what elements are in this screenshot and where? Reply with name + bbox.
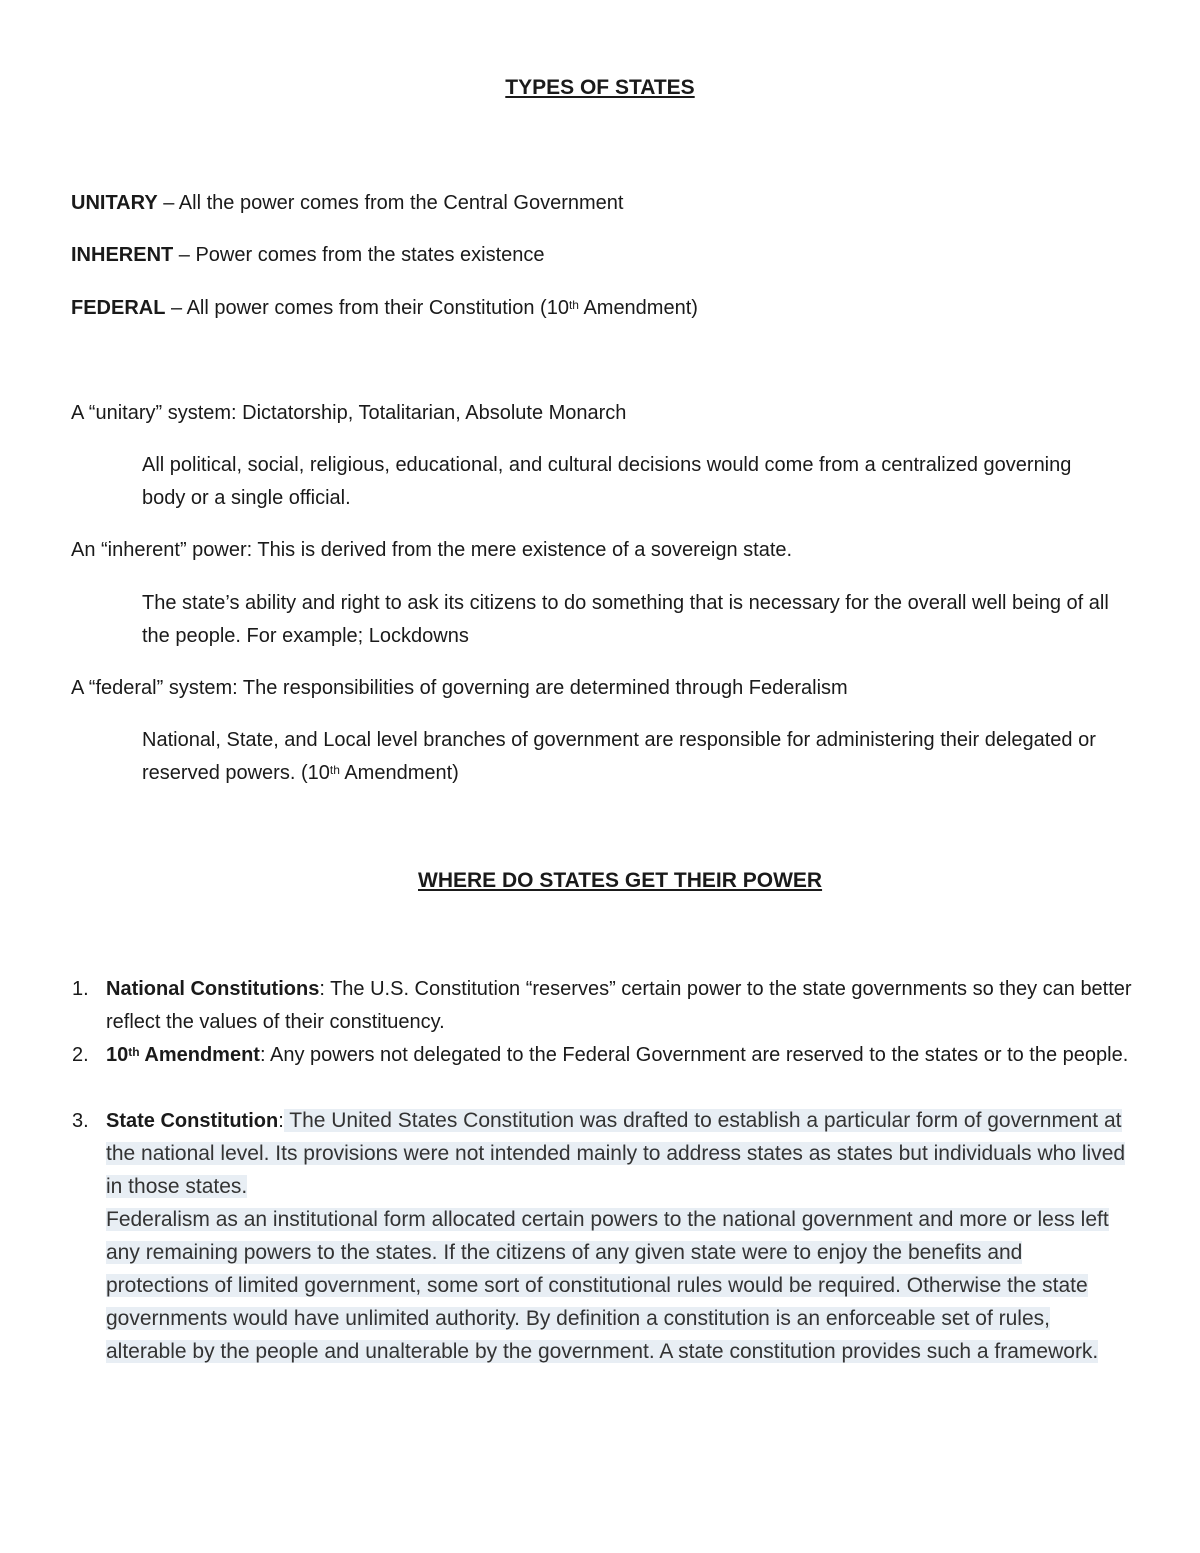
federal-detail-after: Amendment) <box>339 762 459 784</box>
superscript: th <box>568 298 579 312</box>
highlighted-text-continued: Federalism as an institutional form allocated certain powers to the national government and more or less left any remaining powers to the states. If the citizens of any given state were to enjoy the benefits and protections of limited government, some sort of constitutional rules would be required. Otherwise the state governments would have unlimited authority. By definition a constitution is an enforceable set of rules, alterable by the people and unalterable by the government. A state constitution provides such a framework. <box>106 1208 1109 1363</box>
list-number: 3. <box>72 1110 89 1132</box>
section-title-where-do-states-get-power: WHERE DO STATES GET THEIR POWER <box>418 869 823 892</box>
definition-federal <box>71 295 698 321</box>
definition-term: UNITARY <box>71 192 158 214</box>
unitary-system-line: A “unitary” system: Dictatorship, Totalitarian, Absolute Monarch <box>71 402 627 424</box>
highlighted-text: The United States Constitution was drafted to establish a particular form of government at the national level. Its provisions were not intended mainly to address states as states but individuals who lived in those states. <box>106 1109 1126 1198</box>
list-body <box>106 1105 1126 1369</box>
list-number: 2. <box>72 1044 89 1066</box>
list-text: Any powers not delegated to the Federal Government are reserved to the states or to the people. <box>265 1044 1129 1066</box>
list-term-prefix: 10 <box>106 1044 129 1066</box>
list-colon: : <box>278 1110 284 1132</box>
definition-text: – Power comes from the states existence <box>173 244 545 266</box>
list-term: National Constitutions <box>106 978 320 1000</box>
definition-inherent <box>71 242 545 268</box>
definition-text: – All power comes from their Constitution (10 <box>165 297 569 319</box>
federal-detail-text: National, State, and Local level branches of government are responsible for administering their delegated or reserved powers. (10 <box>142 729 1096 784</box>
list-term: Amendment <box>139 1044 260 1066</box>
inherent-power-line: An “inherent” power: This is derived from the mere existence of a sovereign state. <box>71 539 793 561</box>
federal-system-detail <box>142 724 1102 790</box>
list-number: 1. <box>72 978 89 1000</box>
list-body <box>106 1039 1136 1072</box>
list-text: The U.S. Constitution “reserves” certain power to the state governments so they can better reflect the values of their constituency. <box>106 978 1132 1033</box>
definition-term: INHERENT <box>71 244 174 266</box>
list-body <box>106 973 1136 1039</box>
definition-unitary <box>71 190 623 216</box>
list-colon: : <box>319 978 325 1000</box>
list-colon: : <box>259 1044 266 1066</box>
list-term: State Constitution <box>106 1110 279 1132</box>
federal-system-line: A “federal” system: The responsibilities of governing are determined through Federalism <box>71 677 848 699</box>
unitary-system-detail: All political, social, religious, educational, and cultural decisions would come from a centralized governing body or a single official. <box>142 454 1072 509</box>
definition-text-after: Amendment) <box>578 297 698 319</box>
section-title-types-of-states: TYPES OF STATES <box>505 76 695 99</box>
superscript: th <box>128 1045 140 1059</box>
inherent-power-detail: The state’s ability and right to ask its citizens to do something that is necessary for the overall well being of all the people. For example; Lockdowns <box>142 592 1109 647</box>
definition-term: FEDERAL <box>71 297 166 319</box>
superscript: th <box>329 763 340 777</box>
definition-text: – All the power comes from the Central Government <box>157 192 624 214</box>
